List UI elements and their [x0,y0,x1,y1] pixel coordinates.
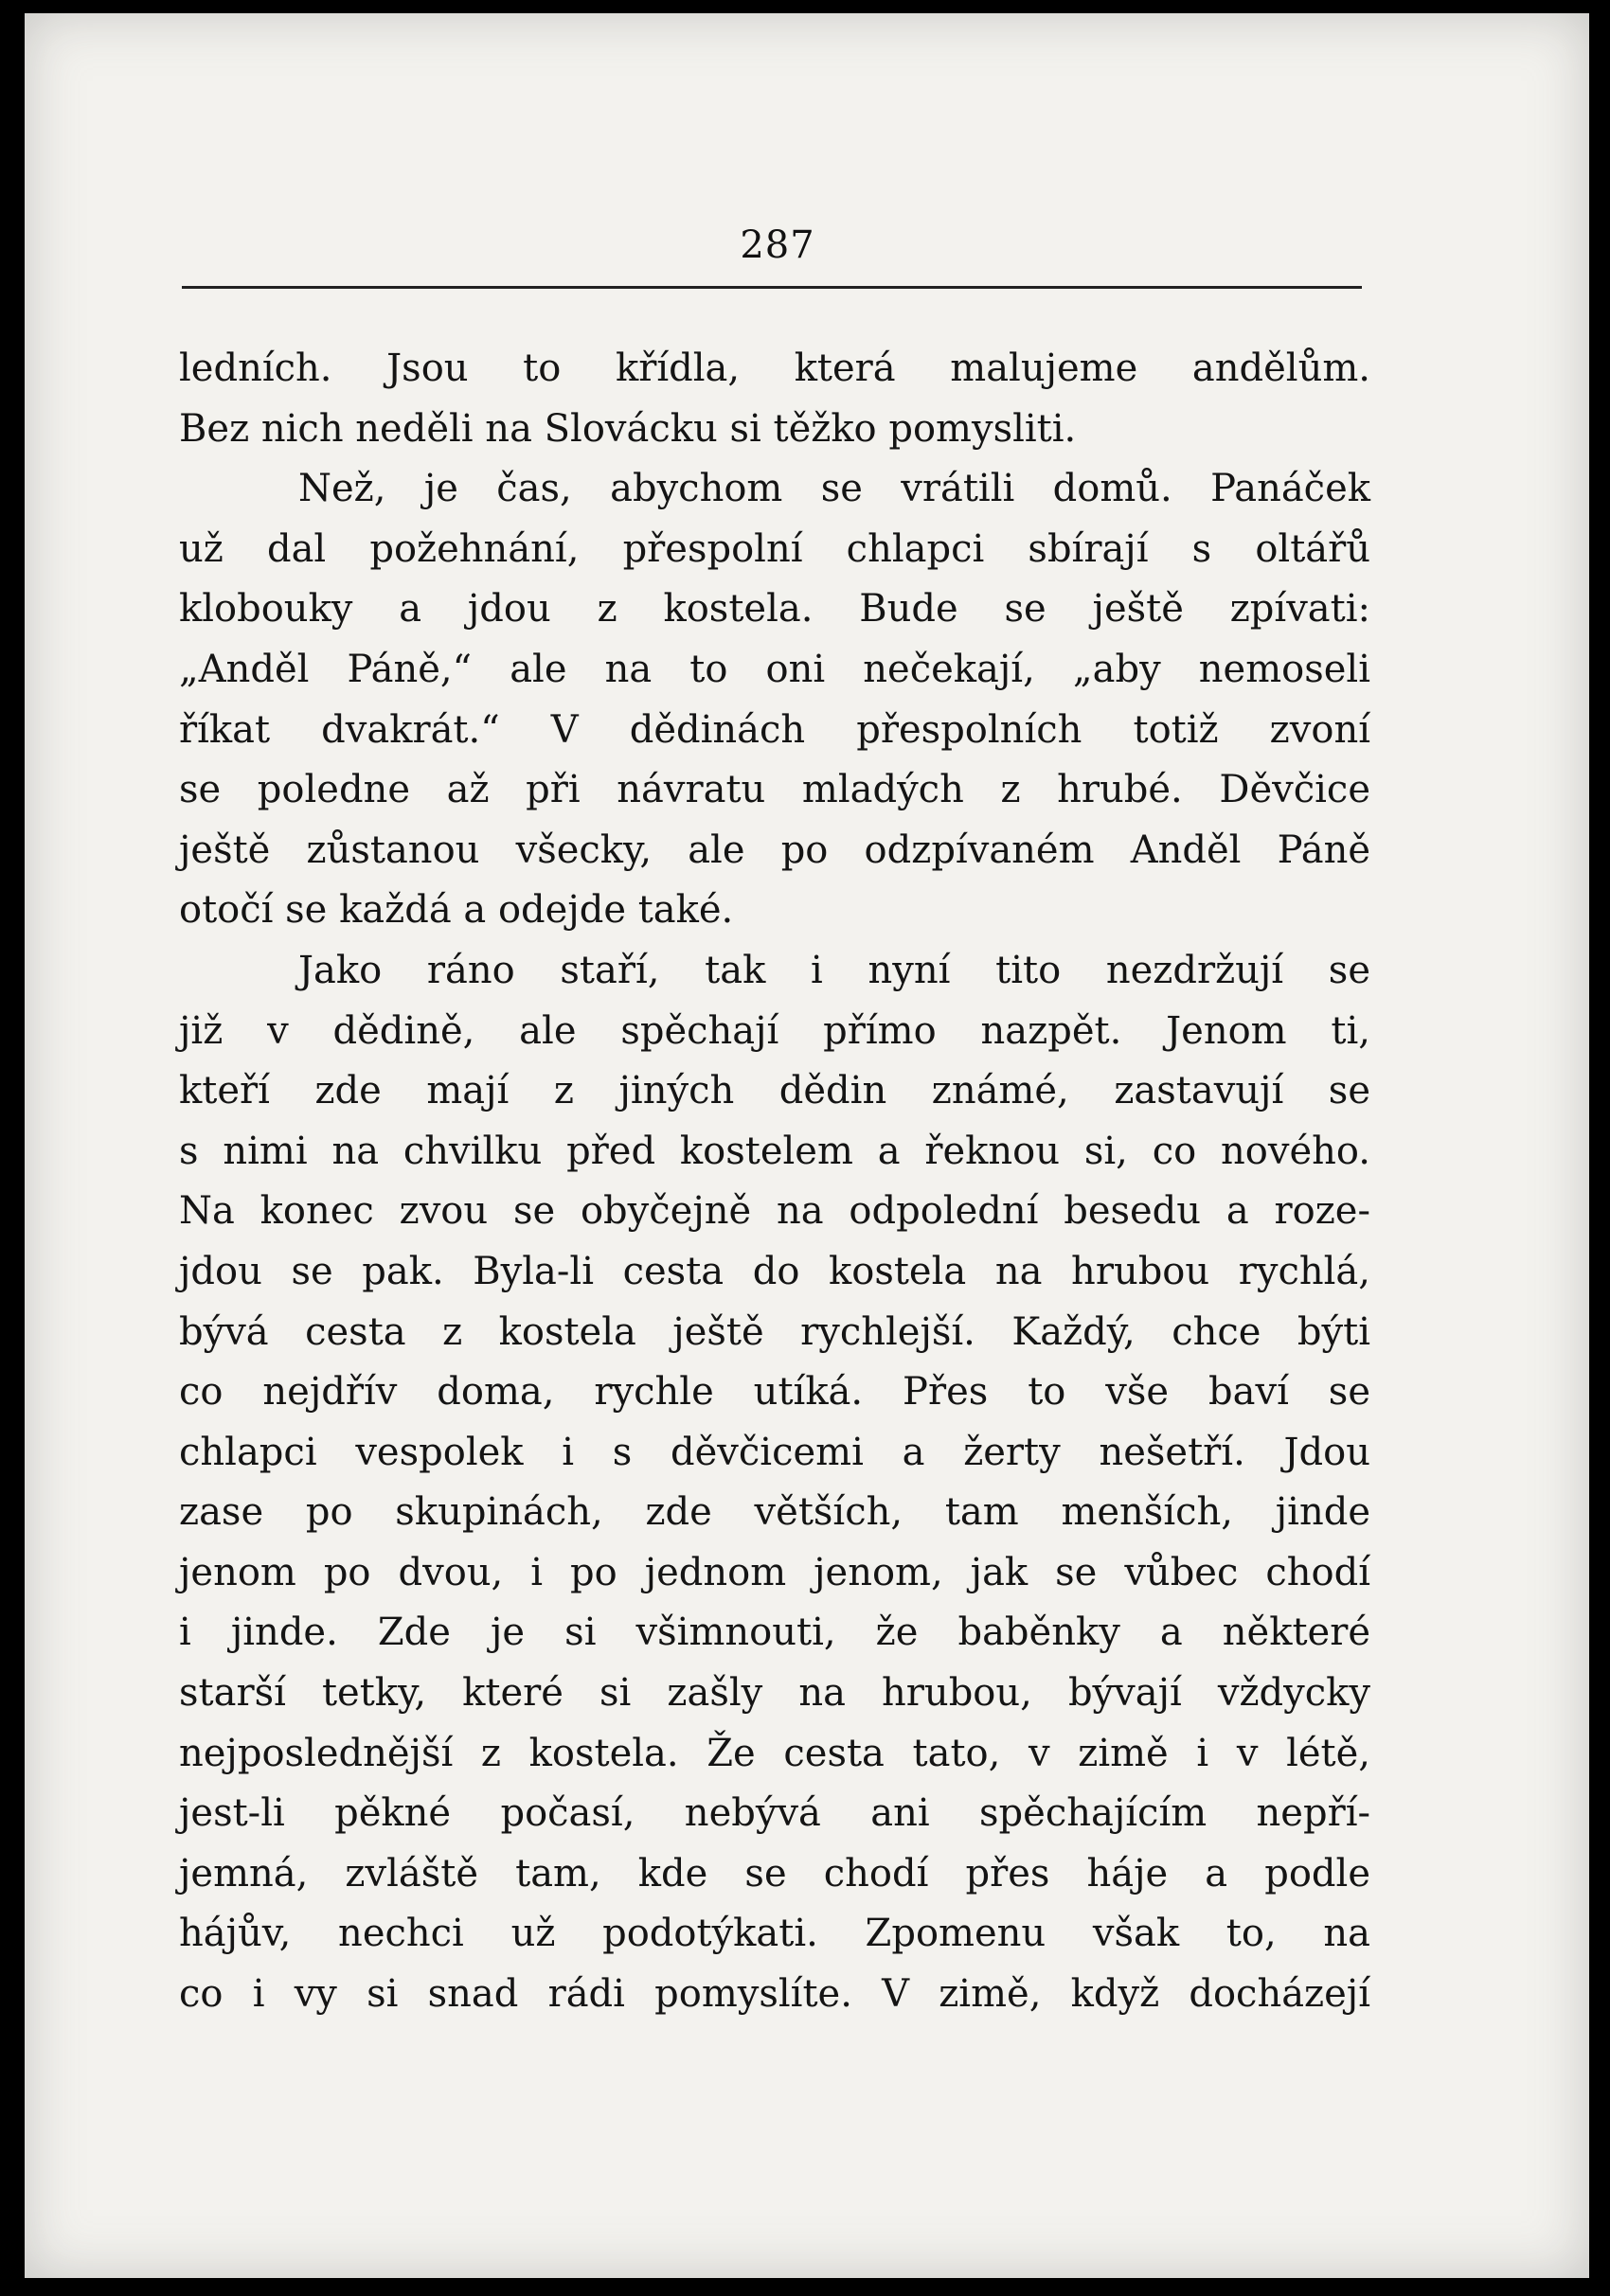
text-line: s nimi na chvilku před kostelem a řeknou si, co nového. [179,1129,1370,1173]
text-line: kteří zde mají z jiných dědin známé, zastavují se [179,1069,1370,1113]
page-number: 287 [740,223,815,267]
text-line: co i vy si snad rádi pomyslíte. V zimě, když docházejí [179,1972,1370,2017]
header-rule [182,286,1362,289]
book-page [25,13,1589,2278]
text-line: jest-li pěkné počasí, nebývá ani spěchajícím nepří- [179,1791,1370,1836]
text-line: jemná, zvláště tam, kde se chodí přes háje a podle [179,1851,1370,1896]
text-line: zase po skupinách, zde větších, tam menších, jinde [179,1490,1370,1535]
text-line: Bez nich neděli na Slovácku si těžko pomysliti. [179,406,1077,451]
text-line: už dal požehnání, přespolní chlapci sbírají s oltářů [179,526,1370,571]
text-line: jdou se pak. Byla-li cesta do kostela na hrubou rychlá, [179,1249,1370,1293]
text-line: bývá cesta z kostela ještě rychlejší. Každý, chce býti [179,1309,1370,1354]
text-line: i jinde. Zde je si všimnouti, že baběnky a některé [179,1611,1370,1655]
text-line: „Anděl Páně,“ ale na to oni nečekají, „aby nemoseli [179,647,1370,691]
text-line: Než, je čas, abychom se vrátili domů. Panáček [298,467,1370,511]
text-line: Na konec zvou se obyčejně na odpolední besedu a roze- [179,1189,1370,1234]
text-line: říkat dvakrát.“ V dědinách přespolních totiž zvoní [179,707,1370,752]
text-line: Jako ráno staří, tak i nyní tito nezdržují se [298,948,1370,992]
text-line: již v dědině, ale spěchají přímo nazpět. Jenom ti, [179,1008,1370,1053]
text-line: se poledne až při návratu mladých z hrubé. Děvčice [179,768,1370,812]
body-text [179,339,1370,2025]
text-line: otočí se každá a odejde také. [179,888,734,933]
text-line: klobouky a jdou z kostela. Bude se ještě zpívati: [179,587,1370,632]
text-line: jenom po dvou, i po jednom jenom, jak se vůbec chodí [179,1550,1370,1594]
text-line: nejposlednější z kostela. Že cesta tato, v zimě i v létě, [179,1731,1370,1775]
text-line: hájův, nechci už podotýkati. Zpomenu však to, na [179,1912,1370,1956]
text-line: starší tetky, které si zašly na hrubou, bývají vždycky [179,1671,1370,1716]
text-line: chlapci vespolek i s děvčicemi a žerty nešetří. Jdou [179,1430,1370,1474]
text-line: ledních. Jsou to křídla, která malujeme andělům. [179,347,1370,390]
text-line: co nejdřív doma, rychle utíká. Přes to vše baví se [179,1370,1370,1415]
text-line: ještě zůstanou všecky, ale po odzpívaném Anděl Páně [179,828,1370,872]
